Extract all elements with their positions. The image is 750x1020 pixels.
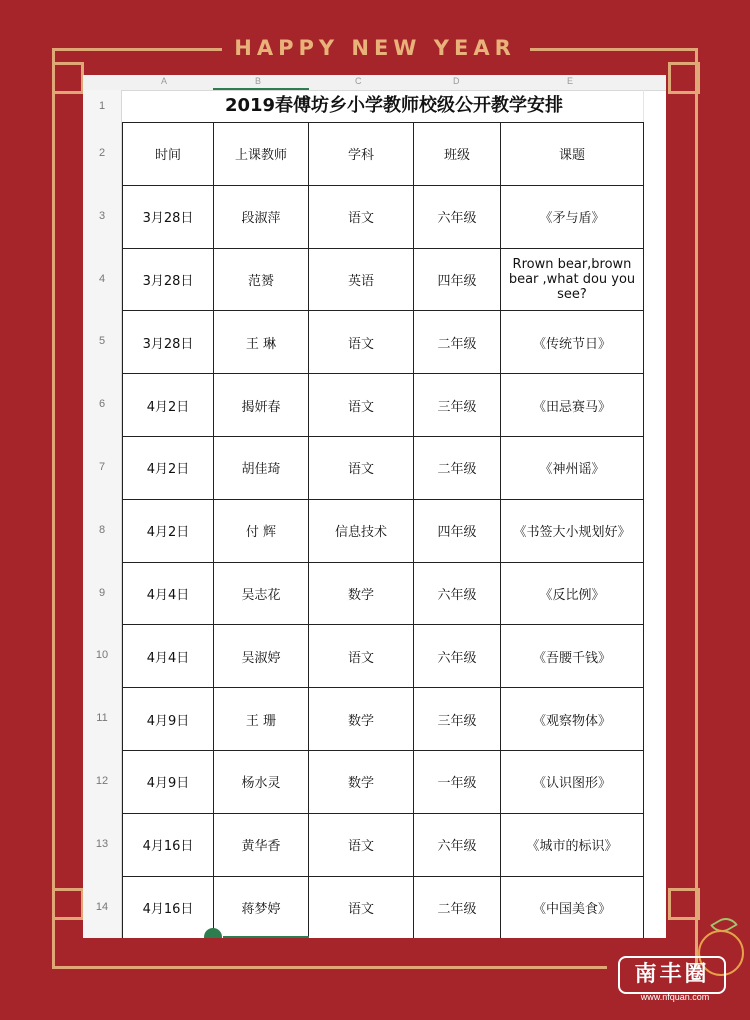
header-subject[interactable]: 学科 xyxy=(309,123,414,186)
teacher-cell[interactable]: 揭妍春 xyxy=(214,374,309,437)
subject-cell[interactable]: 语文 xyxy=(309,436,414,499)
row-number[interactable]: 7 xyxy=(98,461,106,473)
table-row xyxy=(123,185,644,248)
subject-cell[interactable]: 数学 xyxy=(309,750,414,813)
subject-cell[interactable]: 英语 xyxy=(309,248,414,311)
header-grade[interactable]: 班级 xyxy=(414,123,501,186)
time-cell[interactable]: 4月2日 xyxy=(123,499,214,562)
row-number[interactable]: 6 xyxy=(98,398,106,411)
corner-ornament-bottom-right xyxy=(668,888,700,920)
subject-cell[interactable]: 语文 xyxy=(309,876,414,938)
row-number[interactable]: 4 xyxy=(98,272,106,285)
time-cell[interactable]: 4月16日 xyxy=(123,813,214,876)
table-row xyxy=(123,750,644,813)
table-row xyxy=(123,688,644,751)
selection-underline xyxy=(223,936,309,938)
topic-cell[interactable]: 《书签大小规划好》 xyxy=(501,499,644,562)
column-header-bar xyxy=(83,75,666,91)
table-header-row xyxy=(123,123,644,186)
column-letter-d[interactable]: D xyxy=(453,76,460,86)
header-teacher[interactable]: 上课教师 xyxy=(214,123,309,186)
schedule-table xyxy=(122,122,644,938)
frame-bottom-line xyxy=(52,966,607,969)
row-number[interactable]: 3 xyxy=(98,209,106,222)
row-number[interactable]: 11 xyxy=(96,712,108,725)
subject-cell[interactable]: 数学 xyxy=(309,562,414,625)
time-cell[interactable]: 4月2日 xyxy=(123,374,214,437)
corner-ornament-top-right xyxy=(668,62,700,94)
header-time[interactable]: 时间 xyxy=(123,123,214,186)
teacher-cell[interactable]: 吴志花 xyxy=(214,562,309,625)
topic-cell[interactable]: 《神州谣》 xyxy=(501,436,644,499)
time-cell[interactable]: 4月4日 xyxy=(123,562,214,625)
teacher-cell[interactable]: 王 珊 xyxy=(214,688,309,751)
watermark-logo xyxy=(610,952,740,1007)
topic-cell[interactable]: 《认识图形》 xyxy=(501,750,644,813)
time-cell[interactable]: 3月28日 xyxy=(123,185,214,248)
topic-cell[interactable]: 《城市的标识》 xyxy=(501,813,644,876)
time-cell[interactable]: 4月9日 xyxy=(123,750,214,813)
teacher-cell[interactable]: 付 辉 xyxy=(214,499,309,562)
table-row xyxy=(123,374,644,437)
teacher-cell[interactable]: 蒋梦婷 xyxy=(214,876,309,938)
row-number[interactable]: 2 xyxy=(98,147,106,159)
teacher-cell[interactable]: 王 琳 xyxy=(214,311,309,374)
watermark-url: www.nfquan.com xyxy=(640,992,710,1002)
grade-cell[interactable]: 一年级 xyxy=(414,750,501,813)
topic-cell[interactable]: 《矛与盾》 xyxy=(501,185,644,248)
subject-cell[interactable]: 数学 xyxy=(309,688,414,751)
time-cell[interactable]: 4月16日 xyxy=(123,876,214,938)
teacher-cell[interactable]: 杨水灵 xyxy=(214,750,309,813)
frame-top-right-line xyxy=(530,48,698,51)
grade-cell[interactable]: 二年级 xyxy=(414,876,501,938)
time-cell[interactable]: 4月2日 xyxy=(123,436,214,499)
grade-cell[interactable]: 六年级 xyxy=(414,562,501,625)
table-row xyxy=(123,876,644,938)
grade-cell[interactable]: 六年级 xyxy=(414,185,501,248)
watermark-text: 南丰圈 xyxy=(618,956,726,994)
grade-cell[interactable]: 三年级 xyxy=(414,688,501,751)
teacher-cell[interactable]: 吴淑婷 xyxy=(214,625,309,688)
table-row xyxy=(123,436,644,499)
time-cell[interactable]: 4月4日 xyxy=(123,625,214,688)
time-cell[interactable]: 3月28日 xyxy=(123,248,214,311)
column-letter-b[interactable]: B xyxy=(255,76,262,86)
grade-cell[interactable]: 四年级 xyxy=(414,248,501,311)
banner-title: HAPPY NEW YEAR xyxy=(234,36,516,60)
row-number[interactable]: 14 xyxy=(95,900,109,913)
topic-cell[interactable]: 《中国美食》 xyxy=(501,876,644,938)
time-cell[interactable]: 3月28日 xyxy=(123,311,214,374)
row-number[interactable]: 13 xyxy=(95,837,109,850)
topic-cell[interactable]: 《反比例》 xyxy=(501,562,644,625)
topic-cell[interactable]: 《观察物体》 xyxy=(501,688,644,751)
corner-ornament-top-left xyxy=(52,62,84,94)
topic-cell[interactable]: 《传统节日》 xyxy=(501,311,644,374)
teacher-cell[interactable]: 范赟 xyxy=(214,248,309,311)
subject-cell[interactable]: 语文 xyxy=(309,813,414,876)
column-letter-a[interactable]: A xyxy=(161,76,168,86)
table-row xyxy=(123,499,644,562)
grade-cell[interactable]: 六年级 xyxy=(414,625,501,688)
subject-cell[interactable]: 信息技术 xyxy=(309,499,414,562)
table-row xyxy=(123,562,644,625)
grade-cell[interactable]: 二年级 xyxy=(414,311,501,374)
grade-cell[interactable]: 二年级 xyxy=(414,436,501,499)
row-number[interactable]: 8 xyxy=(98,523,106,536)
row-number[interactable]: 1 xyxy=(98,100,106,112)
grade-cell[interactable]: 四年级 xyxy=(414,499,501,562)
table-row xyxy=(123,813,644,876)
header-topic[interactable]: 课题 xyxy=(501,123,644,186)
teacher-cell[interactable]: 黄华香 xyxy=(214,813,309,876)
frame-top-left-line xyxy=(52,48,222,51)
table-row xyxy=(123,248,644,311)
subject-cell[interactable]: 语文 xyxy=(309,625,414,688)
row-number[interactable]: 5 xyxy=(98,335,106,348)
table-row xyxy=(123,311,644,374)
spreadsheet xyxy=(83,75,666,938)
frame-right-line xyxy=(695,48,698,968)
row-number[interactable]: 12 xyxy=(95,775,109,787)
subject-cell[interactable]: 语文 xyxy=(309,311,414,374)
topic-cell[interactable]: 《吾腰千钱》 xyxy=(501,625,644,688)
time-cell[interactable]: 4月9日 xyxy=(123,688,214,751)
subject-cell[interactable]: 语文 xyxy=(309,374,414,437)
topic-cell[interactable]: 《田忌赛马》 xyxy=(501,374,644,437)
teacher-cell[interactable]: 胡佳琦 xyxy=(214,436,309,499)
column-letter-c[interactable]: C xyxy=(355,76,362,86)
topic-cell[interactable]: Rrown bear,brown bear ,what dou you see? xyxy=(501,248,644,311)
row-number[interactable]: 9 xyxy=(98,586,106,599)
table-row xyxy=(123,625,644,688)
column-letter-e[interactable]: E xyxy=(567,76,574,86)
corner-ornament-bottom-left xyxy=(52,888,84,920)
frame-left-line xyxy=(52,48,55,968)
row-number[interactable]: 10 xyxy=(95,649,109,662)
sheet-title[interactable]: 2019春傅坊乡小学教师校级公开教学安排 xyxy=(224,95,564,116)
grade-cell[interactable]: 六年级 xyxy=(414,813,501,876)
teacher-cell[interactable]: 段淑萍 xyxy=(214,185,309,248)
subject-cell[interactable]: 语文 xyxy=(309,185,414,248)
grade-cell[interactable]: 三年级 xyxy=(414,374,501,437)
